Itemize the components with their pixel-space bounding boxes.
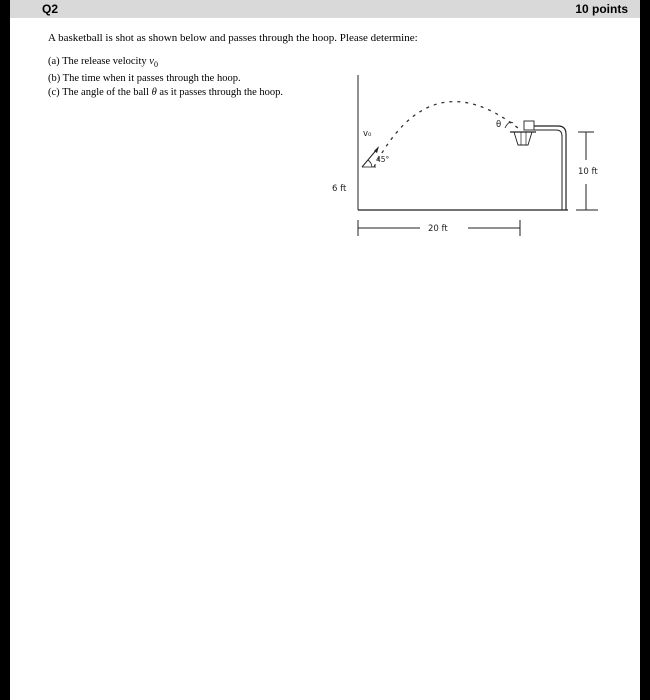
velocity-label: v₀ <box>363 129 372 139</box>
hoop-pole-inner <box>534 130 562 210</box>
angle-arc <box>368 160 372 167</box>
hoop-net <box>514 132 532 145</box>
angle-label: 45° <box>376 155 390 164</box>
document-page <box>10 0 640 700</box>
part-b: (b) The time when it passes through the hoop. <box>48 73 241 85</box>
ball-trajectory <box>374 102 518 167</box>
release-height-label: 6 ft <box>332 184 347 194</box>
part-a: (a) The release velocity $v_0$ <box>48 56 158 70</box>
problem-parts <box>48 55 283 100</box>
horizontal-distance-label: 20 ft <box>428 224 448 234</box>
hoop-height-label: 10 ft <box>578 167 598 177</box>
question-points: 10 points <box>575 2 628 16</box>
backboard-box <box>524 121 534 130</box>
hoop-pole-outer <box>534 126 566 210</box>
basketball-diagram <box>310 70 630 250</box>
question-number: Q2 <box>42 2 59 16</box>
problem-prompt: A basketball is shot as shown below and passes through the hoop. Please determine: <box>48 32 418 44</box>
part-c: (c) The angle of the ball θ as it passes through the hoop. <box>48 87 284 99</box>
question-header <box>10 0 640 18</box>
theta-label: θ <box>496 120 502 130</box>
theta-arc <box>505 122 513 128</box>
